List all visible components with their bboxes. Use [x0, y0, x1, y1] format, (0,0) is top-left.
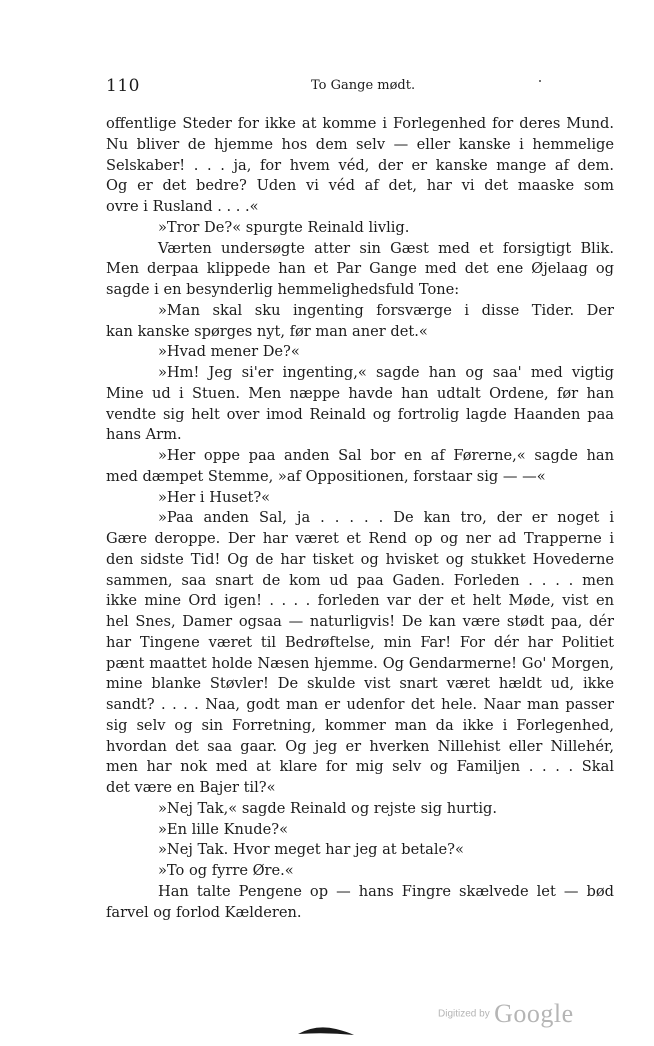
text-line: har Tingene været til Bedrøftelse, min Far! For dér har Politiet	[106, 633, 614, 651]
ink-blot-icon	[296, 1024, 356, 1036]
text-line: kan kanske spørges nyt, før man aner det.«	[106, 322, 428, 340]
text-line: Han talte Pengene op — hans Fingre skælvede let — bød	[158, 882, 614, 900]
text-line: »To og fyrre Øre.«	[158, 862, 294, 879]
text-line: ovre i Rusland . . . .«	[106, 198, 259, 215]
text-line: »Man skal sku ingenting forsværge i disse Tider. Der	[158, 301, 614, 319]
text-line: Men derpaa klippede han et Par Gange med det ene Øjelaag og	[106, 260, 614, 278]
text-line: mine blanke Støvler! De skulde vist snart været hældt ud, ikke	[106, 675, 614, 693]
text-line: vendte sig helt over imod Reinald og fortrolig lagde Haanden paa	[106, 405, 614, 423]
text-line: det være en Bajer til?«	[106, 779, 276, 796]
text-line: »Her i Huset?«	[158, 488, 271, 506]
text-line: Selskaber! . . . ja, for hvem véd, der er kanske mange af dem.	[106, 156, 614, 174]
text-line: »Hvad mener De?«	[158, 343, 300, 361]
text-line: »Nej Tak,« sagde Reinald og rejste sig hurtig.	[158, 799, 497, 817]
text-line: sig selv og sin Forretning, kommer man da ikke i Forlegenhed,	[106, 716, 614, 734]
text-line: offentlige Steder for ikke at komme i Forlegenhed for deres Mund.	[106, 115, 614, 132]
page-number: 110	[106, 76, 140, 96]
text-line: »Paa anden Sal, ja . . . . . De kan tro, der er noget i	[158, 509, 614, 527]
text-line: men har nok med at klare for mig selv og Familjen . . . . Skal	[106, 758, 614, 776]
print-speck	[539, 80, 541, 82]
running-title: To Gange mødt.	[311, 78, 416, 93]
text-line: »Nej Tak. Hvor meget har jeg at betale?«	[158, 841, 464, 859]
text-line: »Hm! Jeg si'er ingenting,« sagde han og saa' med vigtig	[158, 364, 614, 381]
watermark-prefix: Digitized by	[438, 1008, 490, 1020]
text-line: hel Snes, Damer ogsaa — naturligvis! De kan være stødt paa, dér	[106, 613, 614, 630]
text-line: farvel og forlod Kælderen.	[106, 903, 302, 921]
text-line: Og er det bedre? Uden vi véd af det, har vi det maaske som	[106, 177, 614, 195]
digitized-watermark	[438, 999, 574, 1029]
text-line: »Her oppe paa anden Sal bor en af Førerne,« sagde han	[158, 447, 614, 464]
text-line: »En lille Knude?«	[158, 820, 288, 838]
text-line: med dæmpet Stemme, »af Oppositionen, forstaar sig — —«	[106, 467, 546, 485]
text-line: »Tror De?« spurgte Reinald livlig.	[158, 218, 410, 236]
text-line: den sidste Tid! Og de har tisket og hvisket og stukket Hovederne	[106, 550, 614, 568]
text-line: hans Arm.	[106, 426, 182, 444]
text-line: ikke mine Ord igen! . . . . forleden var der et helt Møde, vist en	[106, 592, 614, 610]
text-line: Nu bliver de hjemme hos dem selv — eller kanske i hemmelige	[106, 135, 614, 153]
text-line: Værten undersøgte atter sin Gæst med et forsigtigt Blik.	[158, 239, 614, 257]
text-line: pænt maattet holde Næsen hjemme. Og Gendarmerne! Go' Morgen,	[106, 654, 614, 672]
text-line: sammen, saa snart de kom ud paa Gaden. Forleden . . . . men	[106, 571, 614, 589]
text-line: sagde i en besynderlig hemmelighedsfuld Tone:	[106, 281, 460, 298]
text-line: hvordan det saa gaar. Og jeg er hverken Nillehist eller Nillehér,	[106, 737, 614, 755]
text-line: Gære deroppe. Der har været et Rend op og ner ad Trapperne i	[106, 530, 614, 547]
body-text	[106, 114, 614, 923]
text-line: Mine ud i Stuen. Men næppe havde han udtalt Ordene, før han	[106, 384, 614, 402]
watermark-logo: Google	[494, 999, 574, 1028]
text-line: sandt? . . . . Naa, godt man er udenfor det hele. Naar man passer	[106, 696, 614, 713]
